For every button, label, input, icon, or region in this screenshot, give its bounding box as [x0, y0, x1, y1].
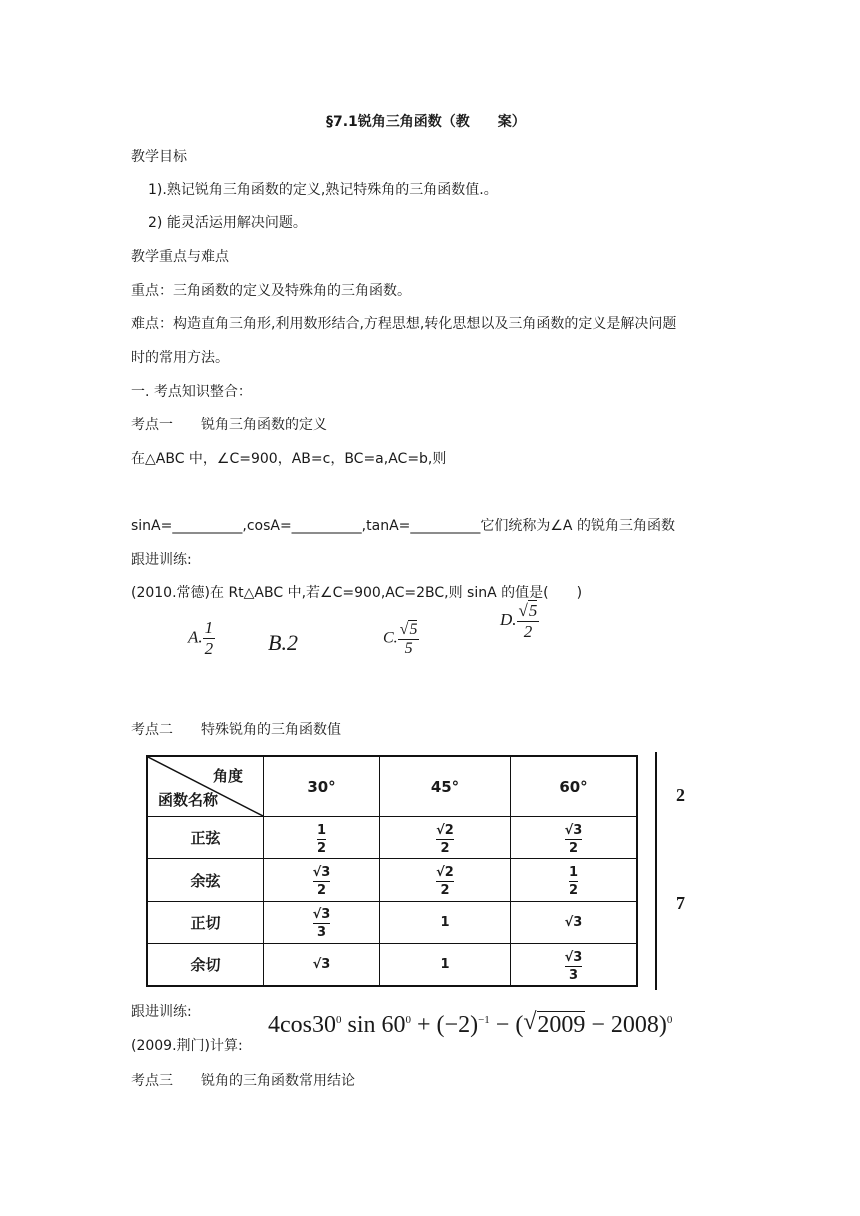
cell-cos-30: $\frac{√3}{2}$: [264, 859, 380, 901]
option-a-fraction: $\frac{1}{2}$: [204, 618, 214, 658]
scan-edge-line: [655, 752, 657, 990]
angle-header-60: 60°: [511, 756, 638, 817]
corner-top-label: 角度: [212, 767, 243, 785]
edge-glyph-1: 2: [676, 785, 685, 805]
option-c-label: C.: [383, 629, 398, 647]
option-c: [383, 620, 419, 658]
question-2-label: (2009.荆门)计算:: [131, 1038, 243, 1054]
point1-text: 在△ABC 中，∠C=900，AB=c，BC=a,AC=b,则: [131, 451, 447, 467]
definition-line: sinA=__________,cosA=__________,tanA=__________它们统称为∠A 的锐角三角函数: [131, 518, 675, 534]
option-d-fraction: √ 5 2: [518, 601, 538, 641]
question-1: (2010.常德)在 Rt△ABC 中,若∠C=900,AC=2BC,则 sinA 的值是( ): [131, 585, 583, 601]
point3-heading: 考点三 锐角的三角函数常用结论: [131, 1073, 355, 1089]
goal-item-2: 2) 能灵活运用解决问题。: [148, 215, 307, 231]
row-name-cos: 余弦: [147, 859, 264, 901]
option-c-fraction: √ 5 5: [399, 621, 418, 657]
focus-text: 重点：三角函数的定义及特殊角的三角函数。: [131, 283, 411, 299]
difficulty-text-1: 难点：构造直角三角形,利用数形结合,方程思想,转化思想以及三角函数的定义是解决问题: [131, 316, 677, 332]
option-b: B.2: [268, 630, 298, 655]
row-name-tan: 正切: [147, 901, 264, 943]
page-title: §7.1锐角三角函数（教 案）: [326, 114, 526, 130]
cell-sin-60: $\frac{√3}{2}$: [511, 817, 638, 859]
angle-header-45: 45°: [380, 756, 511, 817]
cell-cos-60: $\frac{1}{2}$: [511, 859, 638, 901]
calculation-formula: $4\cos 30^0$ $\sin 60^0 + (-2)^{-1}$ − ( √ 2009 − 2008)$^0$: [268, 1009, 673, 1038]
row-name-sin: 正弦: [147, 817, 264, 859]
corner-bottom-label: 函数名称: [158, 791, 219, 810]
cell-tan-60: √3: [511, 901, 638, 943]
point1-heading: 考点一 锐角三角函数的定义: [131, 417, 327, 433]
cell-tan-45: 1: [380, 901, 511, 943]
cell-tan-30: $\frac{√3}{3}$: [264, 901, 380, 943]
key-points-heading: 教学重点与难点: [131, 249, 229, 265]
cell-sin-45: $\frac{√2}{2}$: [380, 817, 511, 859]
cell-cot-30: √3: [264, 944, 380, 986]
goals-heading: 教学目标: [131, 149, 187, 165]
option-a: [188, 618, 215, 659]
edge-glyph-2: 7: [676, 893, 685, 913]
angle-header-30: 30°: [264, 756, 380, 817]
difficulty-text-2: 时的常用方法。: [131, 350, 229, 366]
cell-cot-45: 1: [380, 944, 511, 986]
trig-values-table: [146, 755, 638, 987]
section-heading: 一. 考点知识整合：: [131, 384, 252, 400]
option-d: [500, 600, 539, 642]
row-name-cot: 余切: [147, 944, 264, 986]
cell-cot-60: $\frac{√3}{3}$: [511, 944, 638, 986]
table-corner-cell: [147, 756, 264, 817]
cell-cos-45: $\frac{√2}{2}$: [380, 859, 511, 901]
goal-item-1: 1).熟记锐角三角函数的定义,熟记特殊角的三角函数值.。: [148, 182, 498, 198]
practice-label-1: 跟进训练:: [131, 552, 192, 568]
practice-label-2: 跟进训练:: [131, 1004, 192, 1020]
option-a-label: A.: [188, 627, 203, 647]
option-d-label: D.: [500, 609, 517, 629]
point2-heading: 考点二 特殊锐角的三角函数值: [131, 722, 341, 738]
cell-sin-30: $\frac{1}{2}$: [264, 817, 380, 859]
